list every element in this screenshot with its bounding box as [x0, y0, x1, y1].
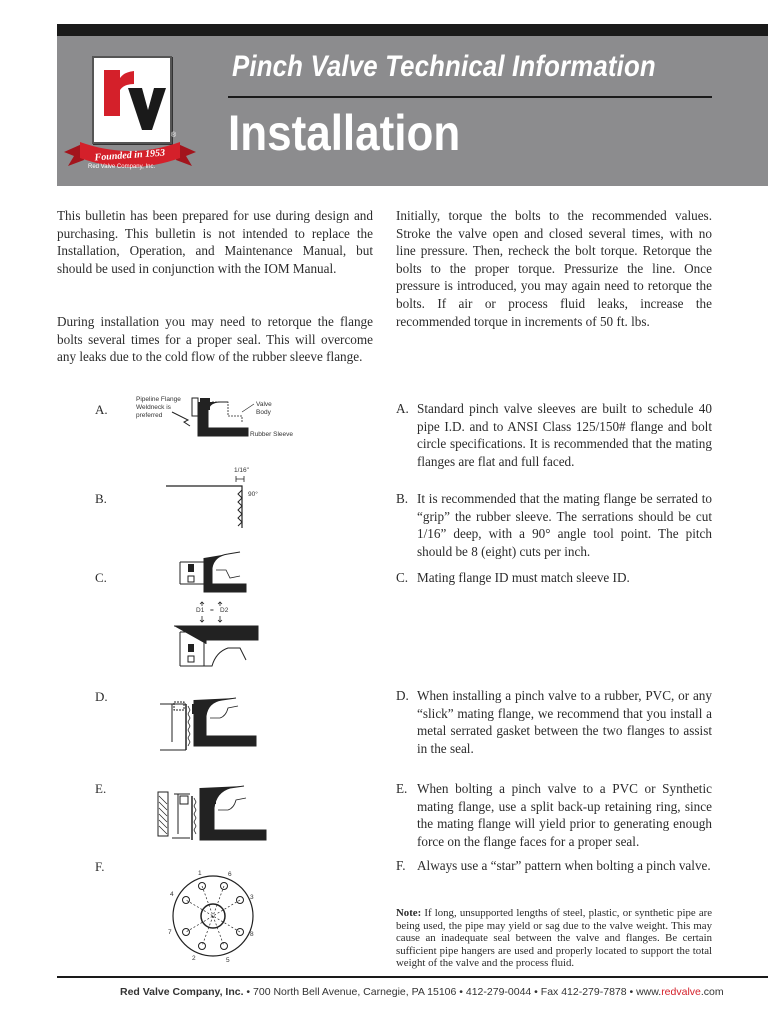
diagram-b-depth-label: 1/16": [234, 467, 249, 474]
item-e-letter: E.: [396, 781, 408, 796]
item-c-text: Mating flange ID must match sleeve ID.: [417, 570, 630, 585]
registered-mark: ®: [171, 132, 177, 139]
footer-website-domain[interactable]: redvalve: [661, 986, 701, 998]
item-c-letter: C.: [396, 570, 409, 585]
intro-paragraph-2: During installation you may need to retorque the flange bolts several times for a proper seal. This will overcome any leaks due to the cold flow of the rubber sleeve flange.: [57, 314, 373, 365]
item-d-text: When installing a pinch valve to a rubber, PVC, or any “slick” mating flange, we recommend that you install a metal serrated gasket between the two flanges to assist in the seal.: [417, 688, 712, 756]
diagram-d-serrated-gasket: [156, 686, 276, 756]
intro-paragraph-1: This bulletin has been prepared for use during design and purchasing. This bulletin is not intended to replace the Installation, Operation, and Maintenance Manual, but should be used in conjunction with the IOM Manual.: [57, 208, 373, 276]
diagram-label-d: D.: [95, 689, 108, 704]
diagram-label-a: A.: [95, 402, 108, 417]
item-e-text: When bolting a pinch valve to a PVC or Synthetic mating flange, use a split back-up retaining ring, since the mating flange will yield prior to generating enough force on the flange faces for a proper seal.: [417, 781, 712, 849]
item-f: [396, 857, 712, 875]
header-title: Pinch Valve Technical Information: [232, 50, 656, 83]
page-title: Installation: [228, 105, 461, 161]
diagram-f-bolt-4: 4: [170, 891, 174, 898]
footer-rule: [57, 976, 768, 978]
diagram-b-angle-label: 90°: [248, 491, 258, 498]
diagram-f-bolt-3: 3: [250, 894, 254, 901]
diagram-a-valve-label: Valve: [256, 401, 272, 408]
diagram-f-bolt-1: 1: [198, 870, 202, 877]
footer: [120, 986, 724, 998]
header-top-bar: [57, 24, 768, 36]
diagram-a-flange: [132, 392, 312, 444]
diagram-c-d1-label: D1: [196, 607, 205, 614]
header-rule: [228, 96, 712, 98]
diagram-f-bolt-5: 5: [226, 957, 230, 964]
footer-company: Red Valve Company, Inc.: [120, 986, 244, 998]
diagram-c-d2-label: D2: [220, 607, 229, 614]
item-a-text: Standard pinch valve sleeves are built to schedule 40 pipe I.D. and to ANSI Class 125/150# flange and bolt circle specifications. It is recommended that the mating flanges are flat and full faced.: [417, 401, 712, 469]
item-c: [396, 569, 712, 587]
diagram-e-backup-ring: [156, 778, 276, 850]
diagram-f-bolt-7: 7: [168, 929, 172, 936]
diagram-label-f: F.: [95, 859, 105, 874]
logo-company-name: Red Valve Company, Inc.: [88, 164, 156, 170]
diagram-f-bolt-6: 6: [228, 871, 232, 878]
item-b: [396, 490, 712, 560]
note-text: If long, unsupported lengths of steel, plastic, or synthetic pipe are being used, the pipe may yield or sag due to the valve weight. This may cause an inadequate seal between the valve and flanges. Be certain sufficient pipe hangers are used and properly located to support the total weight of the valve and the process fluid.: [396, 907, 712, 970]
diagram-a-weldneck-label: Weldneck is: [136, 404, 171, 411]
item-b-letter: B.: [396, 491, 409, 506]
diagram-a-sleeve-label: Rubber Sleeve: [250, 431, 293, 438]
note-block: [396, 907, 712, 970]
item-d: [396, 687, 712, 757]
diagram-a-body-label: Body: [256, 409, 271, 416]
footer-address: • 700 North Bell Avenue, Carnegie, PA 15106 • 412-279-0044 • Fax 412-279-7878 • www.: [243, 986, 662, 998]
note-label: Note:: [396, 907, 422, 919]
item-a: [396, 400, 712, 470]
diagram-a-preferred-label: preferred: [136, 412, 163, 419]
diagram-f-bolt-2: 2: [192, 955, 196, 962]
diagram-label-b: B.: [95, 491, 107, 506]
ribbon-text: Founded in 1953: [94, 147, 166, 164]
intro-paragraph-3: Initially, torque the bolts to the recommended values. Stroke the valve open and closed several times, with no line pressure. Then, recheck the bolt torque. Retorque the bolts to the proper torque. Pressurize the line. Once pressure is introduced, you may again need to retorque the bolts. If air or process fluid leaks, increase the recommended torque in increments of 50 ft. lbs.: [396, 208, 712, 329]
footer-website-tld: .com: [700, 986, 724, 998]
item-f-text: Always use a “star” pattern when bolting a pinch valve.: [417, 858, 711, 873]
item-b-text: It is recommended that the mating flange be serrated to “grip” the rubber sleeve. The serrations should be cut 1/16” deep, with a 90° angle tool point. The pitch should be 8 (eight) cuts per inch.: [417, 491, 712, 559]
diagram-c-equals-label: =: [210, 607, 214, 614]
diagram-f-bolt-8: 8: [250, 931, 254, 938]
diagram-b-serrations: [162, 462, 262, 532]
item-f-letter: F.: [396, 858, 406, 873]
diagram-f-star-pattern: [160, 862, 270, 968]
item-e: [396, 780, 712, 850]
diagram-label-c: C.: [95, 570, 107, 585]
diagram-c-matching-id: [170, 548, 270, 672]
diagram-label-e: E.: [95, 781, 107, 796]
diagram-a-pipeline-label: Pipeline Flange: [136, 396, 181, 403]
item-a-letter: A.: [396, 401, 409, 416]
item-d-letter: D.: [396, 688, 409, 703]
